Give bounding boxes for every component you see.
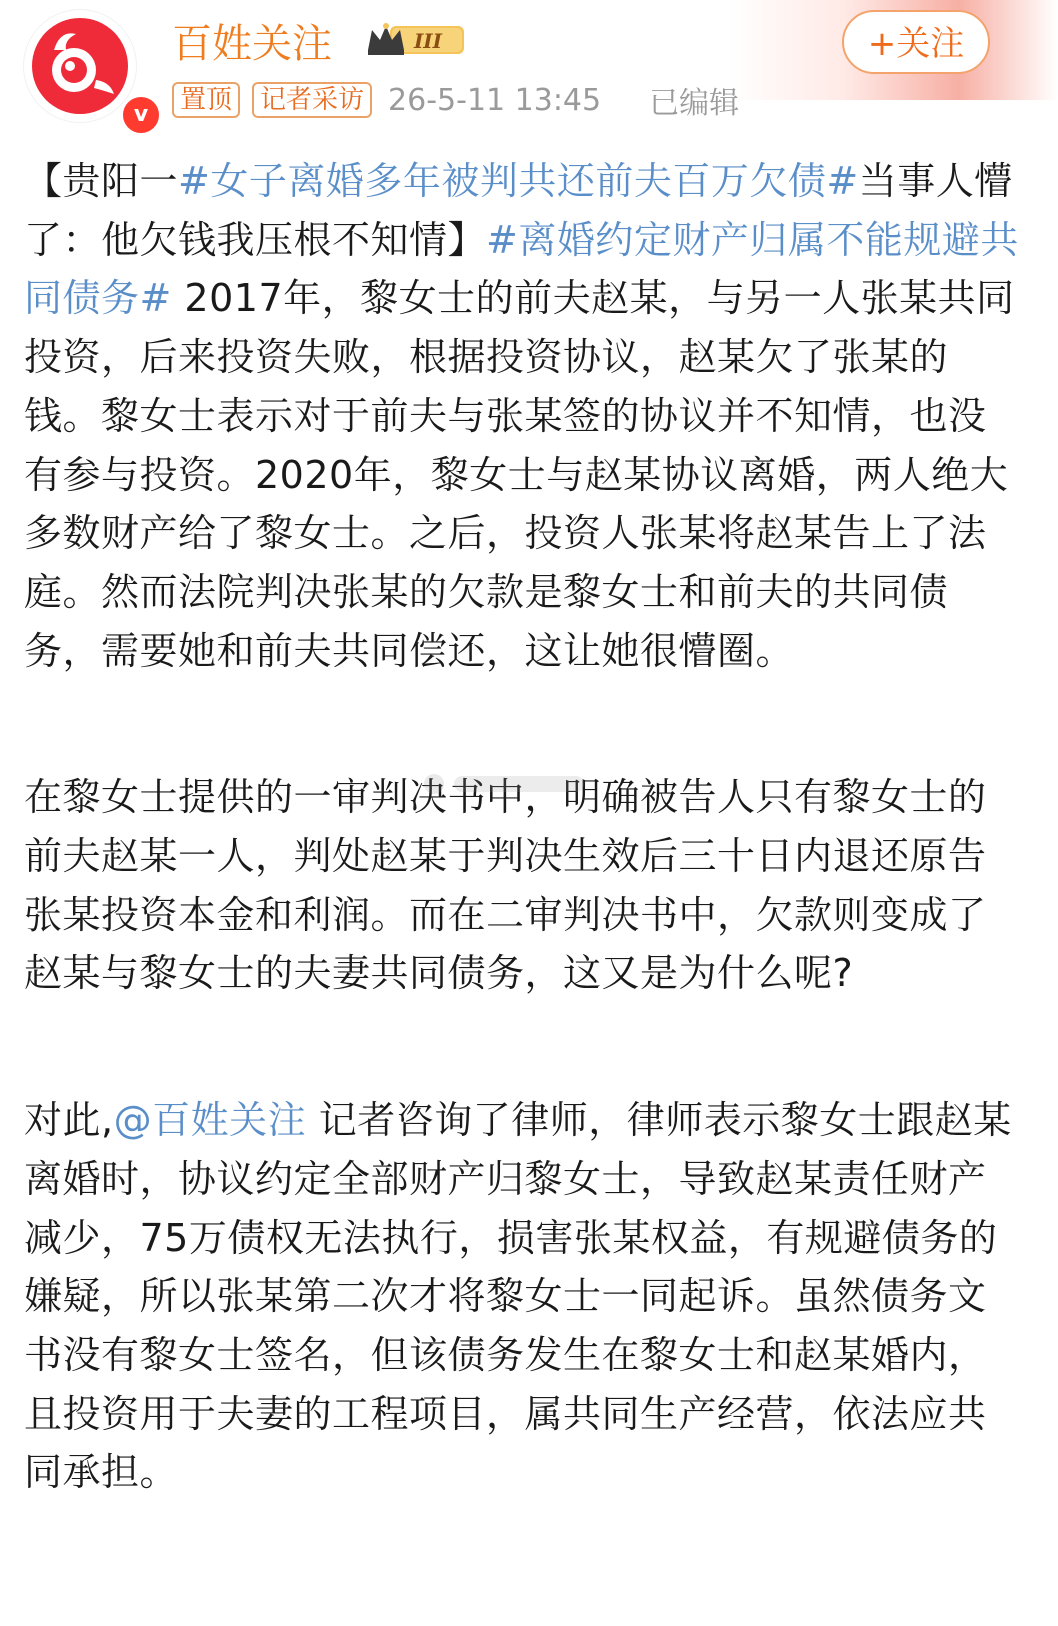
- pinned-tag: 置顶: [172, 82, 240, 118]
- title-open: 【贵阳一: [24, 159, 179, 203]
- post-content: [24, 152, 1024, 1502]
- paragraph-1-body: 2017年，黎女士的前夫赵某，与另一人张某共同投资，后来投资失败，根据投资协议，赵某欠了张某的钱。黎女士表示对于前夫与张某签的协议并不知情，也没有参与投资。2020年，黎女士与赵某协议离婚，两人绝大多数财产给了黎女士。之后，投资人张某将赵某告上了法庭。然而法院判决张某的欠款是黎女士和前夫的共同债务，需要她和前夫共同偿还，这让她很懵圈。: [24, 276, 1015, 673]
- post-header: [0, 0, 1058, 130]
- verified-badge-icon: v: [120, 94, 162, 136]
- title-rest: 当事人懵了：他欠钱我压根不知情】: [24, 159, 1013, 262]
- paragraph-3-body: 记者咨询了律师，律师表示黎女士跟赵某离婚时，协议约定全部财产归黎女士，导致赵某责任财产减少，75万债权无法执行，损害张某权益，有规避债务的嫌疑，所以张某第二次才将黎女士一同起诉。虽然债务文书没有黎女士签名，但该债务发生在黎女士和赵某婚内，且投资用于夫妻的工程项目，属共同生产经营，依法应共同承担。: [24, 1098, 1012, 1495]
- post-meta: [172, 78, 739, 122]
- paragraph-gap: [24, 680, 1024, 768]
- hashtag-link-2[interactable]: #离婚约定财产归属不能规避共同债务#: [24, 217, 1019, 321]
- vip-crown-badge-icon[interactable]: [364, 20, 468, 58]
- avatar[interactable]: [24, 10, 149, 127]
- interview-tag: 记者采访: [252, 82, 372, 118]
- post-paragraph-1: [24, 152, 1024, 680]
- paragraph-3-lead: 对此,: [24, 1098, 114, 1143]
- username[interactable]: 百姓关注: [172, 21, 332, 67]
- mention-link[interactable]: @百姓关注: [113, 1098, 307, 1143]
- hashtag-link-1[interactable]: #女子离婚多年被判共还前夫百万欠债#: [178, 159, 859, 203]
- post-paragraph-3: [24, 1091, 1024, 1502]
- vip-level-label: III: [413, 29, 443, 53]
- rabbit-logo-icon: [24, 10, 136, 122]
- post-timestamp: 26-5-11 13:45: [388, 82, 602, 118]
- paragraph-gap: [24, 1003, 1024, 1091]
- edited-label[interactable]: 已编辑: [649, 86, 740, 121]
- image-watermark-icon: [420, 766, 600, 802]
- follow-button[interactable]: +关注: [842, 10, 990, 74]
- post-paragraph-2: 在黎女士提供的一审判决书中，明确被告人只有黎女士的前夫赵某一人，判处赵某于判决生效后三十日内退还原告张某投资本金和利润。而在二审判决书中，欠款则变成了赵某与黎女士的夫妻共同债务，这又是为什么呢?: [24, 775, 987, 996]
